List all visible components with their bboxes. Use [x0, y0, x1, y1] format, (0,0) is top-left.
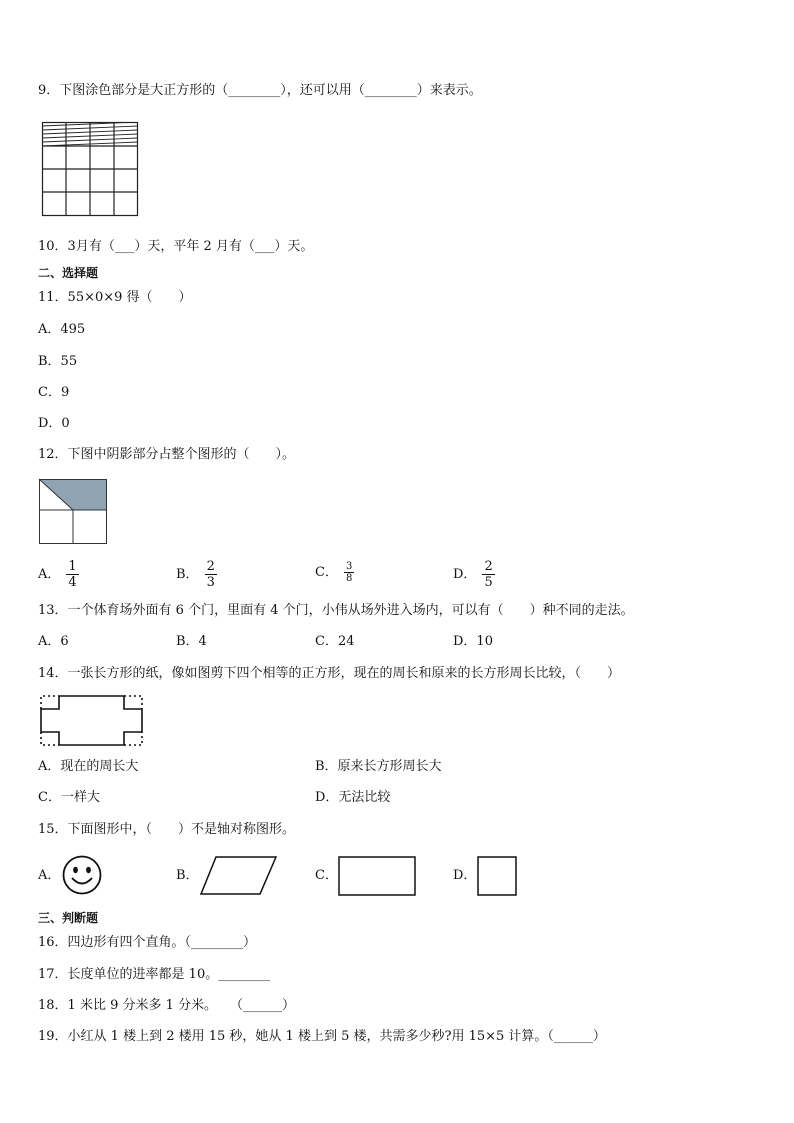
q12-option-c[interactable]: C． $\frac{3}{8}$ — [315, 561, 353, 584]
q14-option-c[interactable]: C．一样大 — [38, 790, 100, 805]
q13-option-c[interactable]: C．24 — [315, 634, 355, 649]
q15-option-b[interactable]: B． — [176, 868, 199, 883]
parallelogram-shape — [200, 856, 278, 896]
section-3-title: 三、判断题 — [38, 911, 99, 925]
question-18-text: 18．1 米比 9 分米多 1 分米。 （______） — [38, 998, 296, 1013]
q12-option-a[interactable]: A． $\frac{1}{4}$ — [38, 559, 77, 590]
question-17-text: 17．长度单位的进率都是 10。________ — [38, 967, 271, 982]
q12-shaded-region — [39, 479, 107, 510]
q11-option-a[interactable]: A．495 — [38, 322, 86, 337]
question-11-text: 11．55×0×9 得（ ） — [38, 290, 192, 305]
q9-grid-figure — [42, 122, 139, 217]
question-16-text: 16．四边形有四个直角。（________） — [38, 935, 257, 950]
question-14-text: 14．一张长方形的纸，像如图剪下四个相等的正方形，现在的周长和原来的长方形周长比较，（ ） — [38, 666, 621, 681]
fraction: $\frac{1}{4}$ — [68, 559, 77, 590]
question-9-text: 9．下图涂色部分是大正方形的（________），还可以用（________）来表示。 — [38, 83, 482, 98]
question-12-text: 12．下图中阴影部分占整个图形的（ ）。 — [38, 447, 296, 462]
rectangle-shape — [338, 856, 416, 896]
q12-option-d[interactable]: D． $\frac{2}{5}$ — [453, 559, 493, 590]
smiley-face-icon — [62, 855, 102, 895]
q13-option-a[interactable]: A．6 — [38, 634, 69, 649]
q14-option-a[interactable]: A．现在的周长大 — [38, 759, 139, 774]
q11-option-b[interactable]: B．55 — [38, 354, 78, 369]
q11-option-d[interactable]: D．0 — [38, 416, 70, 431]
q13-option-b[interactable]: B．4 — [176, 634, 207, 649]
fraction: $\frac{2}{5}$ — [484, 559, 493, 590]
q15-option-a[interactable]: A． — [38, 868, 61, 883]
q14-option-d[interactable]: D．无法比较 — [315, 790, 391, 805]
fraction: $\frac{3}{8}$ — [345, 561, 353, 584]
fraction: $\frac{2}{3}$ — [206, 559, 215, 590]
q14-cut-rectangle-figure — [41, 696, 143, 746]
question-19-text: 19．小红从 1 楼上到 2 楼用 15 秒，她从 1 楼上到 5 楼，共需多少秒?用 15×5 计算。（______） — [38, 1029, 606, 1044]
square-shape — [477, 856, 517, 896]
question-10-text: 10．3月有（___）天，平年 2 月有（___）天。 — [38, 239, 314, 254]
section-2-title: 二、选择题 — [38, 266, 99, 280]
question-15-text: 15．下面图形中，（ ）不是轴对称图形。 — [38, 822, 296, 837]
q11-option-c[interactable]: C．9 — [38, 385, 70, 400]
q15-option-c[interactable]: C． — [315, 868, 338, 883]
question-13-text: 13．一个体育场外面有 6 个门，里面有 4 个门，小伟从场外进入场内，可以有（ ）种不同的走法。 — [38, 603, 634, 618]
q14-remaining-shape — [41, 696, 142, 745]
q15-option-d[interactable]: D． — [453, 868, 477, 883]
q12-option-b[interactable]: B． $\frac{2}{3}$ — [176, 559, 215, 590]
q14-option-b[interactable]: B．原来长方形周长大 — [315, 759, 442, 774]
q13-option-d[interactable]: D．10 — [453, 634, 493, 649]
q12-figure — [39, 479, 108, 545]
